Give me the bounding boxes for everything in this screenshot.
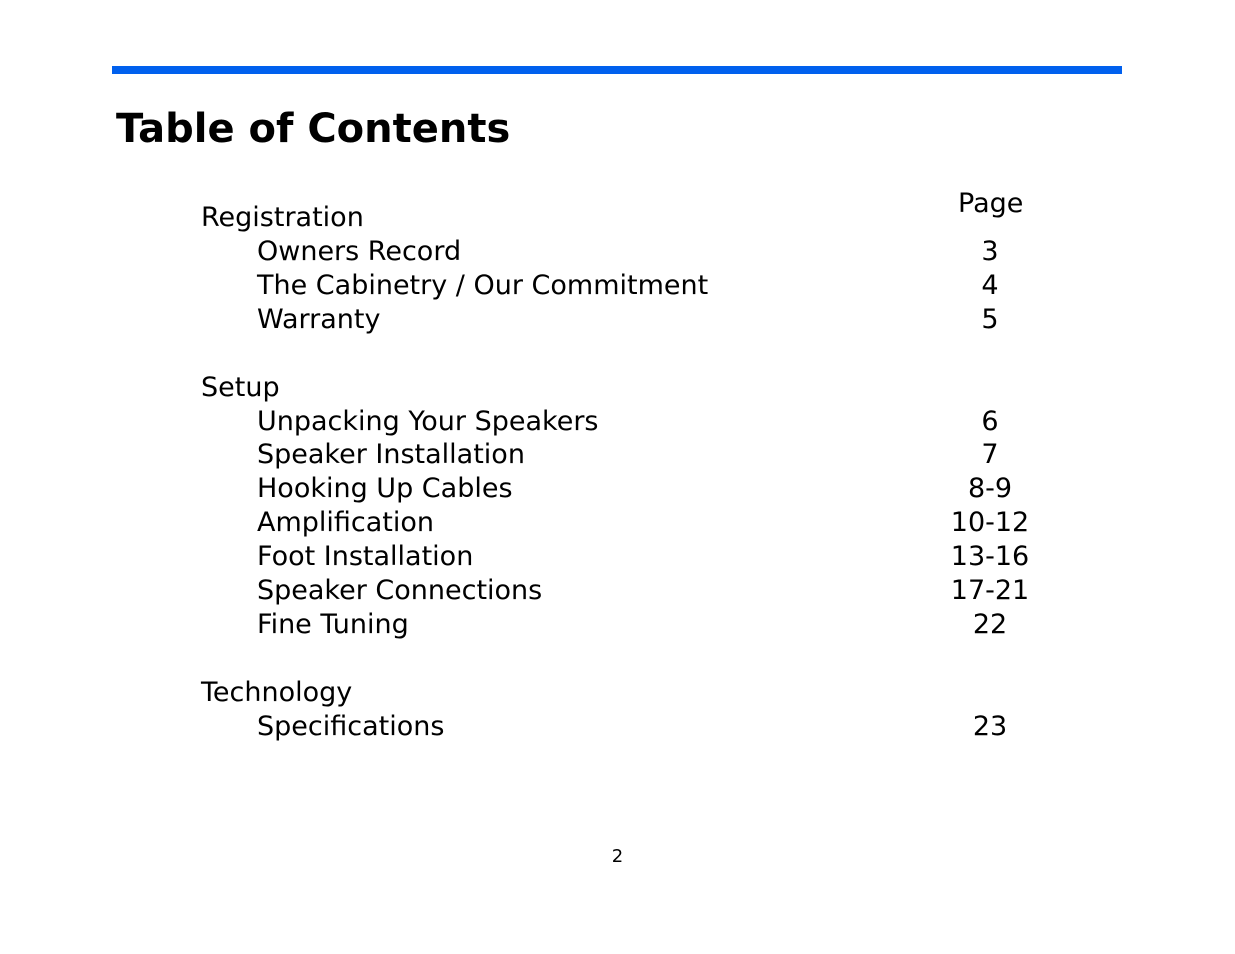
toc-entry-title[interactable]: Warranty — [257, 304, 381, 335]
toc-entry-title[interactable]: The Cabinetry / Our Commitment — [257, 270, 709, 301]
page-title: Table of Contents — [116, 106, 511, 152]
toc-entry-page[interactable]: 7 — [981, 439, 999, 470]
toc-entry-page[interactable]: 10-12 — [950, 507, 1030, 538]
section-heading-registration: Registration — [201, 202, 364, 233]
toc-entry-title[interactable]: Hooking Up Cables — [257, 473, 513, 504]
toc-entry-page[interactable]: 5 — [981, 304, 999, 335]
toc-entry-page[interactable]: 8-9 — [967, 473, 1013, 504]
toc-entry-page[interactable]: 6 — [981, 406, 999, 437]
toc-entry-title[interactable]: Unpacking Your Speakers — [257, 406, 599, 437]
toc-entry-title[interactable]: Amplification — [257, 507, 435, 538]
toc-entry-page[interactable]: 17-21 — [950, 575, 1030, 606]
section-heading-setup: Setup — [201, 372, 280, 403]
toc-entry-title[interactable]: Speaker Connections — [257, 575, 543, 606]
section-heading-technology: Technology — [201, 677, 353, 708]
toc-entry-title[interactable]: Fine Tuning — [257, 609, 409, 640]
toc-entry-title[interactable]: Foot Installation — [257, 541, 474, 572]
toc-entry-title[interactable]: Owners Record — [257, 236, 462, 267]
toc-entry-title[interactable]: Speaker Installation — [257, 439, 525, 470]
toc-entry-page[interactable]: 4 — [981, 270, 999, 301]
toc-entry-page[interactable]: 22 — [972, 609, 1008, 640]
toc-entry-page[interactable]: 23 — [972, 711, 1008, 742]
page-column-header: Page — [958, 188, 1024, 219]
toc-entry-title[interactable]: Specifications — [257, 711, 445, 742]
page-number: 2 — [611, 846, 624, 867]
toc-entry-page[interactable]: 3 — [981, 236, 999, 267]
toc-entry-page[interactable]: 13-16 — [950, 541, 1030, 572]
